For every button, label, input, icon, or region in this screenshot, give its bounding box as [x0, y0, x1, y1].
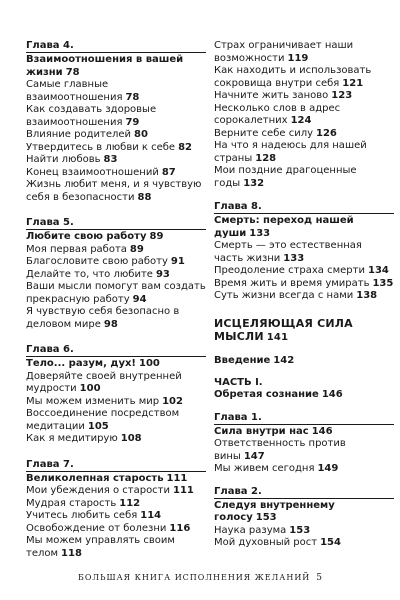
- page-number: 133: [283, 252, 305, 264]
- chapter-7: [26, 459, 206, 561]
- toc-entry: [26, 142, 206, 155]
- page-number: 123: [331, 90, 353, 101]
- chapter-title-text: Тело... разум, дух!: [26, 358, 136, 369]
- toc-entry: [26, 408, 206, 433]
- chapter-1: [214, 412, 394, 476]
- page-number: 89: [129, 243, 144, 255]
- running-title: БОЛЬШАЯ КНИГА ИСПОЛНЕНИЯ ЖЕЛАНИЙ: [77, 573, 311, 582]
- entry-text: Мои убеждения о старости: [26, 485, 171, 496]
- page-number: 141: [266, 332, 289, 343]
- section-title: [214, 317, 394, 345]
- chapter-title-text: Великолепная старость: [26, 472, 164, 484]
- toc-entry: [214, 165, 394, 190]
- toc-entry: [26, 179, 206, 204]
- page-number: 133: [249, 227, 271, 239]
- toc-entry: [214, 438, 394, 463]
- toc-entry: [26, 79, 206, 104]
- entry-text: Жизнь любит меня, и я чувствую себя в безопасности: [26, 179, 202, 203]
- entry-text: Преодоление страха смерти: [214, 265, 365, 276]
- entry-text: Ответственность против вины: [214, 438, 346, 462]
- toc-entry: [26, 371, 206, 396]
- entry-text: Мудрая старость: [26, 497, 117, 509]
- toc-entry: [214, 128, 394, 141]
- chapter-title: [26, 229, 206, 244]
- entry-text: Влияние родителей: [26, 129, 132, 140]
- toc-entry: [26, 104, 206, 129]
- entry-text: Делайте то, что любите: [26, 268, 153, 280]
- page-number: 132: [243, 177, 265, 189]
- entry-text: Наука разума: [214, 524, 287, 536]
- entry-text: На что я надеюсь для нашей страны: [214, 140, 367, 164]
- toc-entry: [214, 40, 394, 65]
- toc-entry: [214, 290, 394, 303]
- page-number: 100: [138, 358, 160, 369]
- toc-entry: [214, 265, 394, 278]
- page-number: 149: [317, 463, 339, 474]
- section-heading: [214, 317, 394, 345]
- page-number: 91: [170, 256, 185, 267]
- entry-text: Учитесь любить себя: [26, 510, 138, 521]
- page-number: 105: [87, 420, 109, 432]
- chapter-label: Глава 7.: [26, 458, 74, 470]
- entry-text: Благословите свою работу: [26, 256, 168, 267]
- toc-entry: [26, 256, 206, 269]
- toc-entry: [214, 537, 394, 550]
- toc-entry: [26, 269, 206, 282]
- toc-entry: [26, 498, 206, 511]
- page-number: 153: [255, 512, 277, 523]
- page-number: 82: [178, 141, 193, 153]
- toc-right-column: [214, 40, 394, 550]
- toc-entry: [26, 244, 206, 257]
- page-number: 124: [290, 115, 312, 126]
- toc-entry: [26, 433, 206, 446]
- chapter-title-text: Любите свою работу: [26, 231, 147, 242]
- chapter-title-text: Следуя внутреннему голосу: [214, 499, 335, 523]
- page-number: 111: [166, 472, 188, 484]
- toc-entry: [26, 154, 206, 167]
- entry-text: Смерть — это естественная часть жизни: [214, 240, 362, 264]
- page-number: 119: [287, 52, 309, 64]
- entry-text: Найти любовь: [26, 154, 101, 165]
- page-number: 146: [311, 425, 333, 437]
- page-number: 5: [316, 573, 323, 583]
- page-number: 146: [321, 389, 343, 400]
- page-number: 121: [342, 77, 364, 89]
- entry-text: Как находить и использовать сокровища внутри себя: [214, 65, 372, 89]
- toc-entry: [26, 167, 206, 180]
- chapter-title: [214, 213, 394, 240]
- chapter-7-continued: [214, 40, 394, 190]
- page-number: 83: [103, 154, 118, 165]
- chapter-label: Глава 5.: [26, 217, 74, 228]
- toc-entry: [214, 140, 394, 165]
- entry-text: Я чувствую себя безопасно в деловом мире: [26, 306, 180, 330]
- page-number: 126: [316, 127, 337, 139]
- chapter-6: [26, 344, 206, 446]
- entry-text: Мы живем сегодня: [214, 463, 315, 474]
- entry-text: Суть жизни всегда с нами: [214, 290, 354, 301]
- toc-entry: [214, 240, 394, 265]
- page-number: 153: [289, 524, 311, 536]
- toc-entry: [214, 278, 394, 291]
- toc-entry: [214, 65, 394, 90]
- entry-text: Верните себе силу: [214, 127, 314, 139]
- toc-entry: [214, 90, 394, 103]
- chapter-title-text: Взаимоотношения в вашей жизни: [26, 54, 184, 78]
- chapter-title: [214, 424, 394, 439]
- page-number: 128: [255, 152, 277, 164]
- intro-entry: [214, 355, 394, 368]
- toc-entry: [26, 523, 206, 536]
- toc-entry: [26, 510, 206, 523]
- chapter-label: Глава 4.: [26, 40, 74, 51]
- chapter-label: Глава 8.: [214, 201, 262, 212]
- page-number: 93: [155, 268, 170, 280]
- page-number: 118: [61, 547, 82, 559]
- entry-text: Мои поздние драгоценные годы: [214, 165, 357, 189]
- entry-text: Воссоединение посредством медитации: [26, 408, 180, 432]
- toc-entry: [26, 396, 206, 409]
- chapter-title: [214, 498, 394, 525]
- entry-text: Мы можем управлять своим телом: [26, 535, 175, 559]
- part-title-text: Обретая сознание: [214, 389, 319, 400]
- entry-text: Ваши мысли помогут вам создать прекрасную работу: [26, 281, 206, 305]
- page-number: 87: [161, 166, 176, 178]
- toc-entry: [214, 103, 394, 128]
- page-number: 135: [372, 277, 394, 289]
- entry-text: Самые главные взаимоотношения: [26, 79, 123, 103]
- chapter-5: [26, 217, 206, 331]
- part-label: ЧАСТЬ I.: [214, 377, 263, 388]
- page-number: 116: [169, 522, 191, 534]
- entry-text: Страх ограничивает наши возможности: [214, 40, 354, 64]
- page-number: 78: [125, 91, 140, 103]
- page-number: 94: [132, 293, 147, 305]
- part-title: [214, 389, 394, 402]
- page-number: 80: [134, 129, 148, 140]
- entry-text: Как я медитирую: [26, 433, 118, 444]
- page-number: 100: [79, 383, 101, 394]
- entry-text: Начните жить заново: [214, 90, 329, 101]
- toc-entry: [214, 463, 394, 476]
- chapter-title-text: Сила внутри нас: [214, 425, 309, 437]
- toc-entry: [26, 485, 206, 498]
- page-number: 98: [103, 318, 118, 330]
- entry-text: Моя первая работа: [26, 243, 127, 255]
- entry-text: Мы можем изменить мир: [26, 395, 160, 407]
- chapter-title: [26, 52, 206, 79]
- toc-left-column: [26, 40, 206, 560]
- page-number: 102: [162, 395, 183, 407]
- toc-entry: [26, 306, 206, 331]
- entry-text: Утвердитесь в любви к себе: [26, 141, 176, 153]
- entry-text: Доверяйте своей внутренней мудрости: [26, 370, 182, 394]
- page-number: 142: [273, 354, 295, 366]
- chapter-2: [214, 486, 394, 550]
- chapter-4: [26, 40, 206, 204]
- toc-entry: [26, 281, 206, 306]
- entry-text: Как создавать здоровые взаимоотношения: [26, 104, 157, 128]
- page-number: 78: [65, 66, 80, 78]
- entry-text: Время жить и время умирать: [214, 277, 370, 289]
- page-number: 108: [120, 433, 142, 444]
- chapter-title: [26, 471, 206, 486]
- entry-text: Мой духовный рост: [214, 537, 318, 548]
- section-title-text: ИСЦЕЛЯЮЩАЯ СИЛА МЫСЛИ: [214, 316, 353, 343]
- page-number: 134: [367, 265, 389, 276]
- entry-text: Конец взаимоотношений: [26, 166, 159, 178]
- chapter-title: [26, 356, 206, 371]
- chapter-label: Глава 2.: [214, 485, 262, 497]
- page-number: 138: [356, 290, 378, 301]
- page-number: 112: [119, 497, 141, 509]
- page-number: 114: [140, 510, 162, 521]
- chapter-label: Глава 1.: [214, 411, 262, 423]
- toc-entry: [214, 525, 394, 538]
- entry-text: Освобождение от болезни: [26, 522, 167, 534]
- page-number: 111: [173, 485, 194, 496]
- page-number: 89: [149, 231, 164, 242]
- page-number: 79: [125, 116, 140, 128]
- page-footer: [0, 573, 400, 583]
- chapter-title-text: Смерть: переход нашей души: [214, 215, 354, 239]
- chapter-8: [214, 201, 394, 303]
- toc-entry: [26, 535, 206, 560]
- page-number: 147: [243, 450, 265, 462]
- part-1: [214, 377, 394, 402]
- chapter-label: Глава 6.: [26, 344, 74, 355]
- toc-entry: [26, 129, 206, 142]
- page-number: 154: [320, 537, 341, 548]
- page-number: 88: [137, 191, 152, 203]
- entry-text: Введение: [214, 354, 271, 366]
- entry-text: Несколько слов в адрес сорокалетних: [214, 102, 341, 126]
